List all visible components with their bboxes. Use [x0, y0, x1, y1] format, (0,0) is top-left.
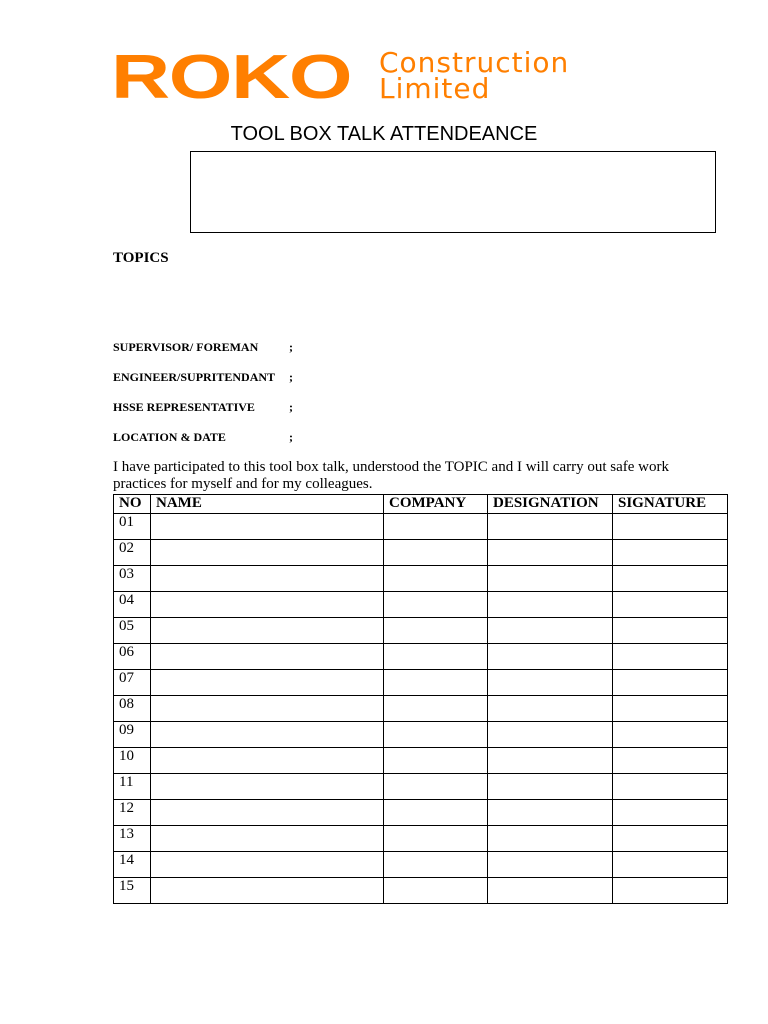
company-cell[interactable] [384, 540, 488, 566]
signature-cell[interactable] [613, 852, 728, 878]
name-cell[interactable] [151, 800, 384, 826]
name-cell[interactable] [151, 748, 384, 774]
company-cell[interactable] [384, 774, 488, 800]
designation-cell[interactable] [488, 748, 613, 774]
designation-cell[interactable] [488, 878, 613, 904]
row-number: 05 [114, 618, 151, 644]
logo-line-2: Limited [379, 72, 491, 105]
field-label: ENGINEER/SUPRITENDANT [113, 370, 276, 384]
header-signature: SIGNATURE [613, 495, 728, 514]
signature-cell[interactable] [613, 878, 728, 904]
logo-subtitle [379, 46, 570, 105]
table-row [114, 722, 728, 748]
signature-cell[interactable] [613, 826, 728, 852]
table-row [114, 670, 728, 696]
name-cell[interactable] [151, 566, 384, 592]
row-number: 04 [114, 592, 151, 618]
company-cell[interactable] [384, 826, 488, 852]
signature-cell[interactable] [613, 514, 728, 540]
company-cell[interactable] [384, 644, 488, 670]
designation-cell[interactable] [488, 800, 613, 826]
company-logo [111, 43, 611, 112]
table-row [114, 852, 728, 878]
row-number: 11 [114, 774, 151, 800]
designation-cell[interactable] [488, 696, 613, 722]
logo-mark: ROKO [111, 43, 352, 112]
signature-cell[interactable] [613, 670, 728, 696]
designation-cell[interactable] [488, 592, 613, 618]
topic-input-box[interactable] [190, 151, 716, 233]
row-number: 13 [114, 826, 151, 852]
name-cell[interactable] [151, 618, 384, 644]
company-cell[interactable] [384, 878, 488, 904]
table-row [114, 878, 728, 904]
table-row [114, 696, 728, 722]
field-separator: ; [289, 400, 293, 414]
name-cell[interactable] [151, 670, 384, 696]
row-number: 15 [114, 878, 151, 904]
name-cell[interactable] [151, 696, 384, 722]
field-separator: ; [289, 340, 293, 354]
table-row [114, 748, 728, 774]
attendance-table [113, 494, 728, 904]
row-number: 08 [114, 696, 151, 722]
table-header-row [114, 495, 728, 514]
row-number: 02 [114, 540, 151, 566]
name-cell[interactable] [151, 878, 384, 904]
signature-cell[interactable] [613, 644, 728, 670]
row-number: 09 [114, 722, 151, 748]
signature-cell[interactable] [613, 618, 728, 644]
declaration-text: I have participated to this tool box talk, understood the TOPIC and I will carry out safe work practices for myself and for my colleagues. [113, 459, 669, 492]
designation-cell[interactable] [488, 774, 613, 800]
row-number: 10 [114, 748, 151, 774]
table-row [114, 800, 728, 826]
designation-cell[interactable] [488, 514, 613, 540]
designation-cell[interactable] [488, 670, 613, 696]
company-cell[interactable] [384, 800, 488, 826]
header-no: NO [114, 495, 151, 514]
topics-label: TOPICS [113, 250, 169, 266]
row-number: 03 [114, 566, 151, 592]
table-row [114, 540, 728, 566]
name-cell[interactable] [151, 722, 384, 748]
row-number: 14 [114, 852, 151, 878]
designation-cell[interactable] [488, 852, 613, 878]
field-supervisor [113, 340, 293, 355]
company-cell[interactable] [384, 670, 488, 696]
name-cell[interactable] [151, 514, 384, 540]
table-row [114, 644, 728, 670]
signature-cell[interactable] [613, 696, 728, 722]
designation-cell[interactable] [488, 644, 613, 670]
name-cell[interactable] [151, 644, 384, 670]
signature-cell[interactable] [613, 566, 728, 592]
name-cell[interactable] [151, 852, 384, 878]
name-cell[interactable] [151, 592, 384, 618]
name-cell[interactable] [151, 826, 384, 852]
signature-cell[interactable] [613, 800, 728, 826]
row-number: 12 [114, 800, 151, 826]
row-number: 01 [114, 514, 151, 540]
company-cell[interactable] [384, 852, 488, 878]
header-designation: DESIGNATION [488, 495, 613, 514]
designation-cell[interactable] [488, 722, 613, 748]
header-name: NAME [151, 495, 384, 514]
table-row [114, 566, 728, 592]
signature-cell[interactable] [613, 774, 728, 800]
logo-line-1: Construction [379, 46, 570, 79]
field-separator: ; [289, 370, 293, 384]
row-number: 07 [114, 670, 151, 696]
signature-cell[interactable] [613, 748, 728, 774]
field-engineer [113, 370, 293, 385]
field-location-date [113, 430, 293, 445]
designation-cell[interactable] [488, 540, 613, 566]
company-cell[interactable] [384, 618, 488, 644]
signature-cell[interactable] [613, 592, 728, 618]
field-label: SUPERVISOR/ FOREMAN [113, 340, 259, 354]
company-cell[interactable] [384, 592, 488, 618]
company-cell[interactable] [384, 722, 488, 748]
signature-cell[interactable] [613, 722, 728, 748]
designation-cell[interactable] [488, 826, 613, 852]
table-row [114, 592, 728, 618]
company-cell[interactable] [384, 696, 488, 722]
table-row [114, 774, 728, 800]
field-label: HSSE REPRESENTATIVE [113, 400, 255, 414]
row-number: 06 [114, 644, 151, 670]
name-cell[interactable] [151, 774, 384, 800]
table-row [114, 514, 728, 540]
designation-cell[interactable] [488, 618, 613, 644]
page-title: TOOL BOX TALK ATTENDEANCE [230, 123, 538, 145]
signature-cell[interactable] [613, 540, 728, 566]
company-cell[interactable] [384, 514, 488, 540]
table-row [114, 618, 728, 644]
name-cell[interactable] [151, 540, 384, 566]
designation-cell[interactable] [488, 566, 613, 592]
field-hsse [113, 400, 293, 415]
field-label: LOCATION & DATE [113, 430, 226, 444]
company-cell[interactable] [384, 748, 488, 774]
table-row [114, 826, 728, 852]
field-separator: ; [289, 430, 293, 444]
company-cell[interactable] [384, 566, 488, 592]
header-company: COMPANY [384, 495, 488, 514]
